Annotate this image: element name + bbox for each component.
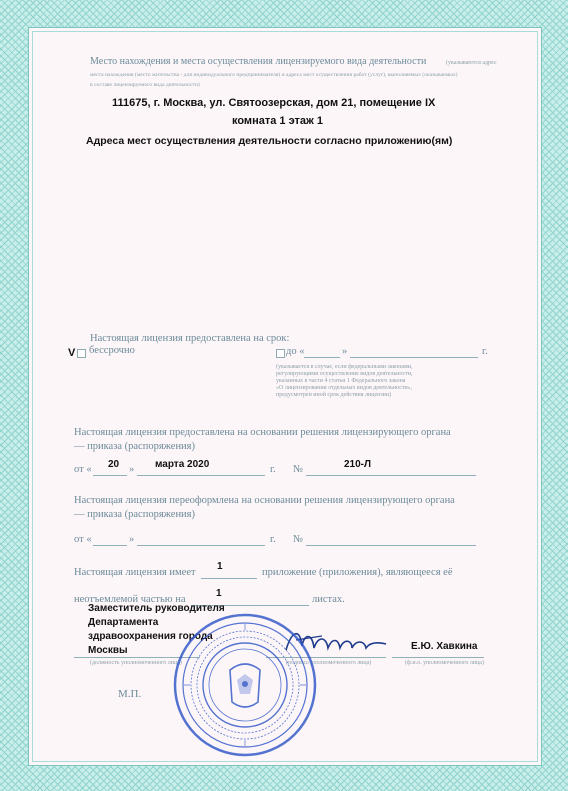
basis-close-quote: » [129, 464, 135, 475]
basis-from-label: от « [74, 464, 92, 475]
term-note-2: регулирующими осуществление видов деятельности, [276, 371, 413, 377]
appendix-text-2b: листах. [312, 594, 345, 605]
signatory-name: Е.Ю. Хавкина [411, 641, 478, 652]
location-note-2: места нахождения (место жительства - для индивидуального предпринимателя) и адреса мест осуществления работ (услуг), выполняемых (оказываемых) [90, 72, 458, 78]
appendix-count-line [201, 578, 257, 579]
signatory-line-4: Москвы [88, 645, 128, 656]
reissue-close-quote: » [129, 534, 135, 545]
until-close-quote: » [342, 346, 348, 357]
basis-text-1: Настоящая лицензия предоставлена на основании решения лицензирующего органа [74, 427, 451, 438]
signatory-line-2: Департамента [88, 617, 159, 628]
mp-label: М.П. [118, 688, 142, 700]
address-line-3: Адреса мест осуществления деятельности согласно приложению(ям) [86, 135, 453, 147]
term-note-5: предусмотрен иной срок действия лицензии) [276, 392, 392, 398]
until-year-suffix: г. [482, 346, 488, 357]
until-day-line [304, 357, 340, 358]
basis-number: 210-Л [344, 459, 372, 470]
indefinite-checkbox [77, 349, 86, 358]
until-checkbox [276, 349, 285, 358]
name-line [392, 657, 484, 658]
basis-month-year: марта 2020 [155, 459, 210, 470]
term-label: Настоящая лицензия предоставлена на срок: [90, 333, 290, 344]
check-mark: V [68, 347, 76, 359]
reissue-from-label: от « [74, 534, 92, 545]
indefinite-label: бессрочно [89, 345, 135, 356]
reissue-date-line [137, 545, 265, 546]
appendix-text-1b: приложение (приложения), являющееся её [262, 567, 453, 578]
until-prefix: до « [286, 346, 305, 357]
basis-number-label: № [293, 464, 304, 475]
reissue-text-1: Настоящая лицензия переоформлена на основании решения лицензирующего органа [74, 495, 455, 506]
signatory-line-1: Заместитель руководителя [88, 603, 225, 614]
caption-name: (ф.и.о. уполномоченного лица) [405, 660, 484, 666]
basis-day-line [93, 475, 127, 476]
basis-day: 20 [108, 459, 120, 470]
location-label: Место нахождения и места осуществления лицензируемого вида деятельности [90, 56, 427, 67]
term-note-3: указанных в части 4 статьи 1 Федерального закона [276, 378, 406, 384]
caption-signature: (подпись уполномоченного лица) [286, 660, 372, 666]
address-line-1: 111675, г. Москва, ул. Святоозерская, дом 21, помещение IX [112, 97, 436, 109]
until-date-line [350, 357, 478, 358]
appendix-text-2a: неотъемлемой частью на [74, 594, 186, 605]
term-note-1: (указывается в случае, если федеральными законами, [276, 364, 413, 370]
location-note-1: (указываются адрес [446, 60, 497, 66]
reissue-day-line [93, 545, 127, 546]
reissue-text-2: — приказа (распоряжения) [74, 509, 196, 520]
reissue-number-line [306, 545, 476, 546]
official-seal [170, 610, 320, 760]
basis-number-line [306, 475, 476, 476]
basis-text-2: — приказа (распоряжения) [74, 441, 196, 452]
basis-date-line [137, 475, 265, 476]
caption-position: (должность уполномоченного лица) [90, 660, 182, 666]
signatory-line-3: здравоохранения города [88, 631, 213, 642]
address-line-2: комната 1 этаж 1 [232, 115, 323, 127]
reissue-number-label: № [293, 534, 304, 545]
appendix-sheets: 1 [216, 588, 222, 599]
term-note-4: «О лицензировании отдельных видов деятельности», [276, 385, 413, 391]
location-note-3: в составе лицензируемого вида деятельности) [90, 82, 200, 88]
reissue-year-suffix: г. [270, 534, 276, 545]
appendix-text-1a: Настоящая лицензия имеет [74, 567, 196, 578]
appendix-count: 1 [217, 561, 223, 572]
basis-year-suffix: г. [270, 464, 276, 475]
